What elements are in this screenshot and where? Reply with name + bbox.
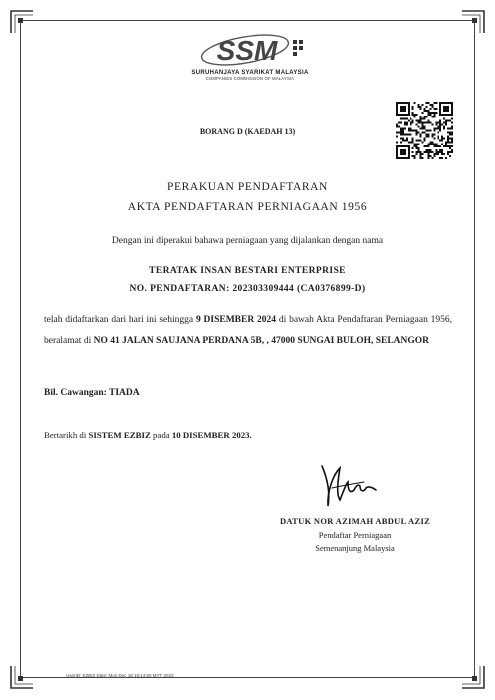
form-reference: BORANG D (KAEDAH 13) [199,127,296,136]
branch-count: Bil. Cawangan: TIADA [44,388,140,398]
registration-prefix: telah didaftarkan dari hari ini sehingga [44,315,194,325]
certificate-title: PERAKUAN PENDAFTARAN [167,181,328,193]
registration-middle: di bawah Akta Pendaftaran Perniagaan 1956, beralamat di [44,315,453,346]
footer-metadata: UserID: EZBIZ Date: Mon Dec 18 19:14:50 MYT 2023 [66,673,174,678]
certificate-act-title: AKTA PENDAFTARAN PERNIAGAAN 1956 [127,201,368,213]
corner-ornament-icon [460,9,486,35]
signatory-region: Semenanjung Malaysia [315,543,395,553]
signatory-name: DATUK NOR AZIMAH ABDUL AZIZ [279,516,431,526]
corner-ornament-icon [460,664,486,690]
ssm-logo-icon [175,32,325,68]
dated-line [44,430,252,440]
svg-text:SSM: SSM [216,35,278,66]
dated-middle: pada [153,430,170,440]
ssm-logo [175,32,325,92]
business-address: NO 41 JALAN SAUJANA PERDANA 5B, , 47000 SUNGAI BULOH, SELANGOR [93,336,430,346]
dated-system: SISTEM EZBIZ [88,430,151,440]
corner-ornament-icon [9,664,35,690]
registration-paragraph [44,310,452,352]
dated-prefix: Bertarikh di [44,430,87,440]
dated-date: 10 DISEMBER 2023. [171,430,252,440]
business-name: TERATAK INSAN BESTARI ENTERPRISE [149,266,346,276]
signature-icon [318,460,378,510]
expiry-date: 9 DISEMBER 2024 [195,315,277,325]
logo-subtitle: COMPANIES COMMISSION OF MALAYSIA [205,76,295,81]
intro-text: Dengan ini diperakui bahawa perniagaan yang dijalankan dengan nama [111,236,384,246]
corner-ornament-icon [9,9,35,35]
logo-title: SURUHANJAYA SYARIKAT MALAYSIA [191,70,309,76]
registration-number: NO. PENDAFTARAN: 202303309444 (CA0376899-D) [129,284,366,294]
signatory-position: Pendaftar Perniagaan [318,530,392,540]
